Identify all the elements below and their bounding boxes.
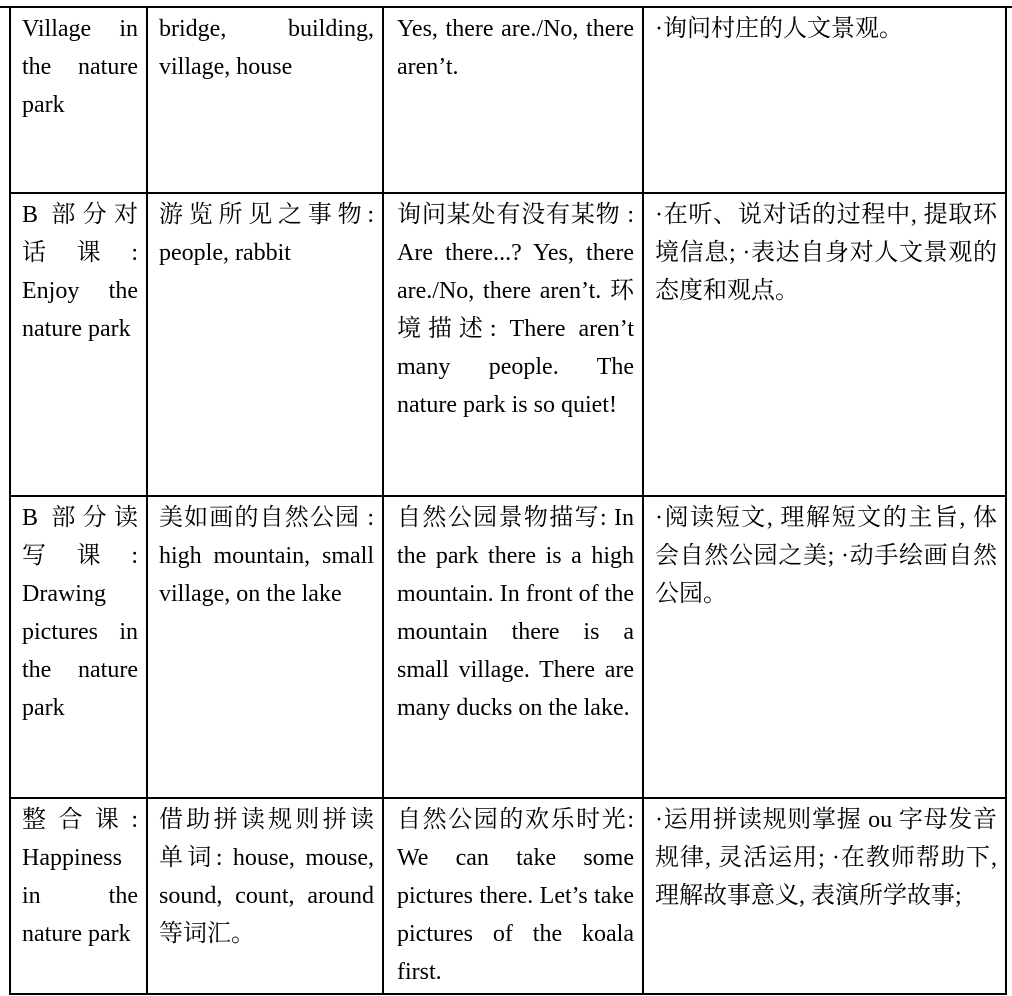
- lesson-title-cell: B 部分读写课: Drawing pictures in the nature park: [10, 496, 147, 798]
- sentence-pattern-cell: 自然公园景物描写: In the park there is a high mountain. In front of the mountain there is a small village. There are many ducks on the lake.: [383, 496, 643, 798]
- lesson-plan-table: [9, 8, 1007, 995]
- vocabulary-cell: 美如画的自然公园 : high mountain, small village, on the lake: [147, 496, 383, 798]
- lesson-title-cell: 整合课: Happiness in the nature park: [10, 798, 147, 994]
- lesson-title-cell: B 部分对话课: Enjoy the nature park: [10, 193, 147, 496]
- table-row: [10, 496, 1006, 798]
- vocabulary-cell: 游览所见之事物: people, rabbit: [147, 193, 383, 496]
- objective-cell: ·阅读短文, 理解短文的主旨, 体会自然公园之美; ·动手绘画自然公园。: [643, 496, 1006, 798]
- sentence-pattern-cell: 询问某处有没有某物 : Are there...? Yes, there are./No, there aren’t. 环境描述: There aren’t many people. The nature park is so quiet!: [383, 193, 643, 496]
- objective-cell: ·在听、说对话的过程中, 提取环境信息; ·表达自身对人文景观的态度和观点。: [643, 193, 1006, 496]
- sentence-pattern-cell: 自然公园的欢乐时光: We can take some pictures there. Let’s take pictures of the koala first.: [383, 798, 643, 994]
- table-row: [10, 8, 1006, 193]
- sentence-pattern-cell: Yes, there are./No, there aren’t.: [383, 8, 643, 193]
- vocabulary-cell: bridge, building, village, house: [147, 8, 383, 193]
- objective-cell: ·运用拼读规则掌握 ou 字母发音规律, 灵活运用; ·在教师帮助下, 理解故事意义, 表演所学故事;: [643, 798, 1006, 994]
- lesson-title-cell: Village in the nature park: [10, 8, 147, 193]
- vocabulary-cell: 借助拼读规则拼读单词: house, mouse, sound, count, around 等词汇。: [147, 798, 383, 994]
- objective-cell: ·询问村庄的人文景观。: [643, 8, 1006, 193]
- table-row: [10, 193, 1006, 496]
- table-row: [10, 798, 1006, 994]
